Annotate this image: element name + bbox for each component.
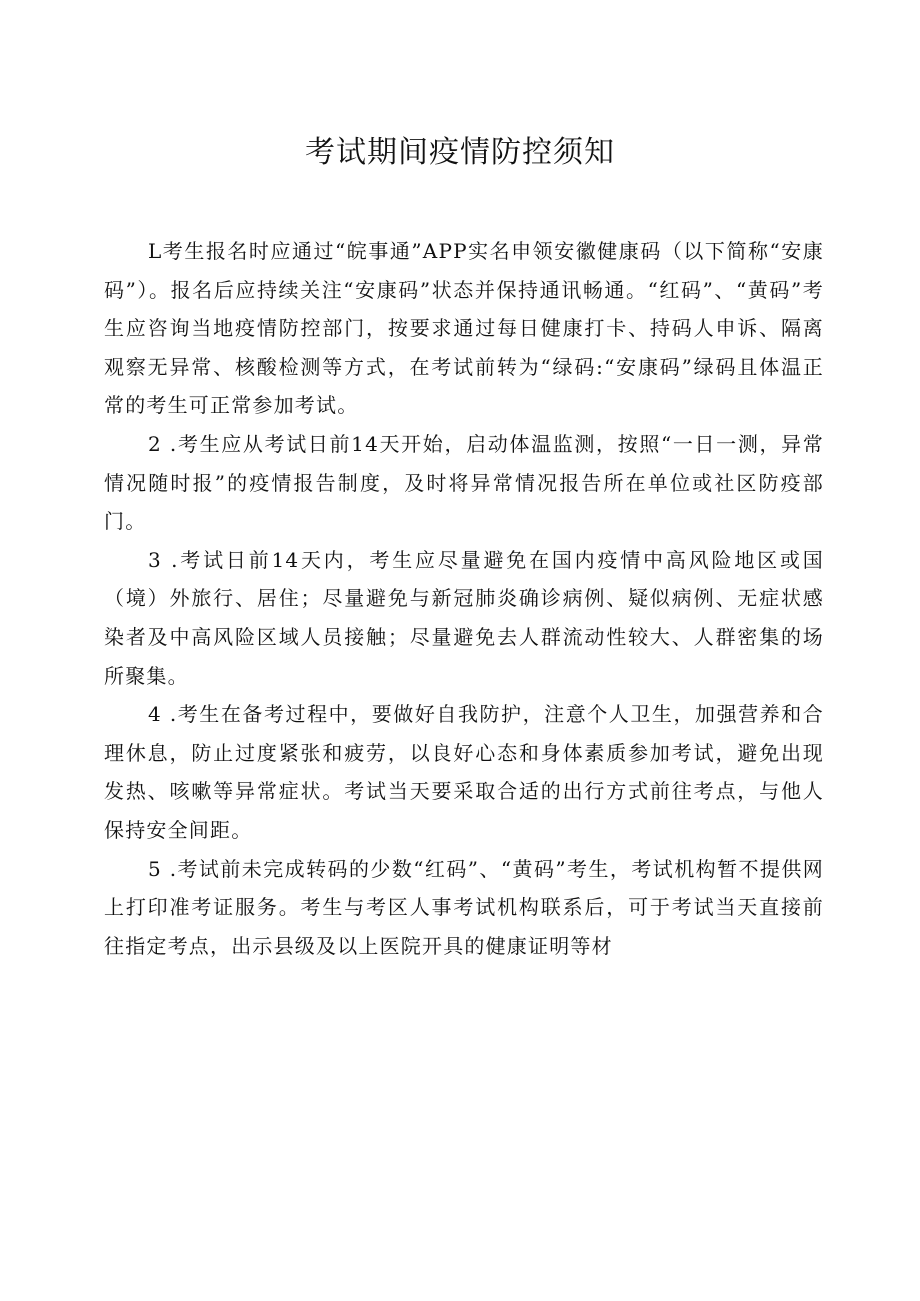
paragraph-1: L考生报名时应通过“皖事通”APP实名申领安徽健康码（以下简称“安康码”）。报名后应持续关注“安康码”状态并保持通讯畅通。“红码”、“黄码”考生应咨询当地疫情防控部门，按要求通过每日健康打卡、持码人申诉、隔离观察无异常、核酸检测等方式，在考试前转为“绿码:“安康码”绿码且体温正常的考生可正常参加考试。: [104, 239, 824, 418]
paragraph-2: 2 .考生应从考试日前14天开始，启动体温监测，按照“一日一测，异常情况随时报”的疫情报告制度，及时将异常情况报告所在单位或社区防疫部门。: [104, 431, 824, 534]
document-body: [104, 232, 824, 965]
page-title: 考试期间疫情防控须知: [305, 135, 615, 170]
paragraph-3: 3 .考试日前14天内，考生应尽量避免在国内疫情中高风险地区或国（境）外旅行、居住；尽量避免与新冠肺炎确诊病例、疑似病例、无症状感染者及中高风险区域人员接触；尽量避免去人群流动性较大、人群密集的场所聚集。: [104, 547, 824, 688]
paragraph-4: 4 .考生在备考过程中，要做好自我防护，注意个人卫生，加强营养和合理休息，防止过度紧张和疲劳，以良好心态和身体素质参加考试，避免出现发热、咳嗽等异常症状。考试当天要采取合适的出行方式前往考点，与他人保持安全间距。: [104, 702, 824, 842]
paragraph-5: 5 .考试前未完成转码的少数“红码”、“黄码”考生，考试机构暂不提供网上打印准考证服务。考生与考区人事考试机构联系后，可于考试当天直接前往指定考点，出示县级及以上医院开具的健康证明等材: [104, 856, 824, 958]
